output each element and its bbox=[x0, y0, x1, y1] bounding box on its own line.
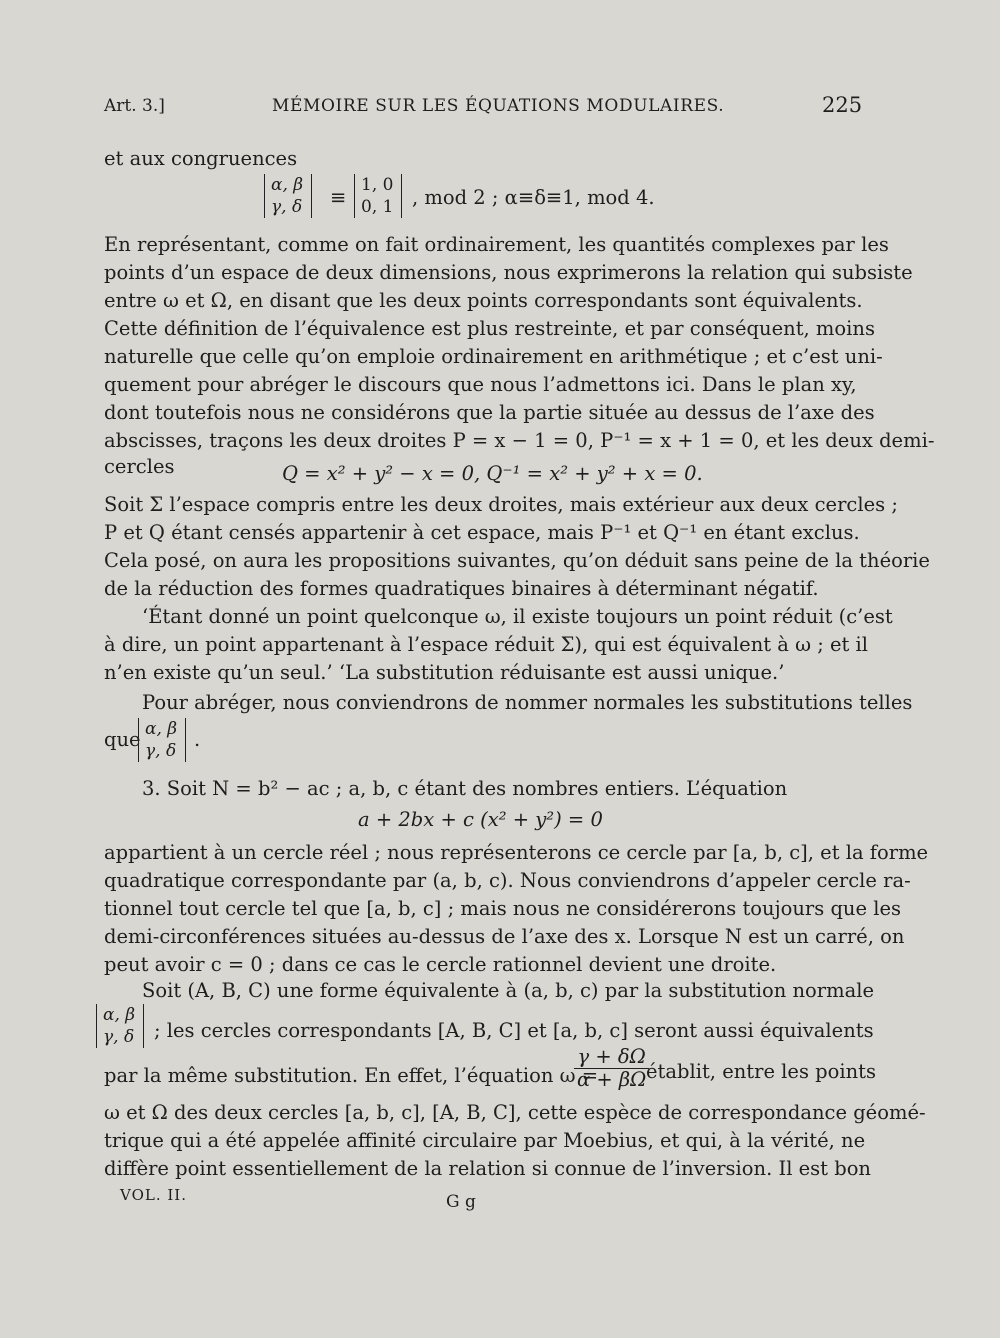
text-line-start: par la même substitution. En effet, l’équation ω = bbox=[104, 1064, 599, 1087]
text-line: Soit (A, B, C) une forme équivalente à (a, b, c) par la substitution normale bbox=[142, 979, 875, 1002]
normal-substitution-matrix: α, β γ, δ bbox=[96, 1004, 144, 1048]
circle-equations: Q = x² + y² − x = 0, Q⁻¹ = x² + y² + x = 0. bbox=[282, 462, 703, 485]
text-line-end: établit, entre les points bbox=[646, 1060, 877, 1083]
text-line: diffère point essentiellement de la relation si connue de l’inversion. Il est bon bbox=[104, 1157, 871, 1180]
header-title: MÉMOIRE SUR LES ÉQUATIONS MODULAIRES. bbox=[272, 96, 725, 116]
text-line: Soit Σ l’espace compris entre les deux droites, mais extérieur aux deux cercles ; bbox=[104, 493, 898, 516]
text-line: Pour abréger, nous conviendrons de nommer normales les substitutions telles bbox=[142, 691, 913, 714]
fraction-numerator: γ + δΩ bbox=[574, 1046, 649, 1069]
section-3-heading-line: 3. Soit N = b² − ac ; a, b, c étant des nombres entiers. L’équation bbox=[142, 777, 788, 800]
signature-mark: G g bbox=[446, 1192, 476, 1212]
text-line: ; les cercles correspondants [A, B, C] et [a, b, c] seront aussi équivalents bbox=[154, 1019, 874, 1042]
mobius-fraction bbox=[574, 1046, 649, 1091]
circle-equation: a + 2bx + c (x² + y²) = 0 bbox=[358, 808, 603, 831]
text-line: ‘Étant donné un point quelconque ω, il existe toujours un point réduit (c’est bbox=[142, 605, 893, 628]
text-line: n’en existe qu’un seul.’ ‘La substitution réduisante est aussi unique.’ bbox=[104, 661, 785, 684]
congruences-intro: et aux congruences bbox=[104, 147, 298, 170]
text-line: abscisses, traçons les deux droites P = x − 1 = 0, P⁻¹ = x + 1 = 0, et les deux demi- bbox=[104, 429, 935, 452]
text-line: trique qui a été appelée affinité circulaire par Moebius, et qui, à la vérité, ne bbox=[104, 1129, 866, 1152]
text-line: tionnel tout cercle tel que [a, b, c] ; mais nous ne considérerons toujours que les bbox=[104, 897, 902, 920]
text-line: quement pour abréger le discours que nous l’admettons ici. Dans le plan xy, bbox=[104, 373, 857, 396]
text-line: dont toutefois nous ne considérons que la partie située au dessus de l’axe des bbox=[104, 401, 875, 424]
header-article: Art. 3.] bbox=[104, 96, 165, 116]
fraction-denominator: α + βΩ bbox=[577, 1068, 647, 1091]
text-line: quadratique correspondante par (a, b, c). Nous conviendrons d’appeler cercle ra- bbox=[104, 869, 911, 892]
text-line: à dire, un point appartenant à l’espace réduit Σ), qui est équivalent à ω ; et il bbox=[104, 633, 869, 656]
volume-mark: VOL. II. bbox=[120, 1186, 187, 1204]
page-number: 225 bbox=[822, 93, 863, 117]
period: . bbox=[194, 728, 201, 751]
text-line: Cela posé, on aura les propositions suivantes, qu’on déduit sans peine de la théorie bbox=[104, 549, 930, 572]
text-line: naturelle que celle qu’on emploie ordinairement en arithmétique ; et c’est uni- bbox=[104, 345, 883, 368]
text-line: points d’un espace de deux dimensions, nous exprimerons la relation qui subsiste bbox=[104, 261, 913, 284]
text-line: peut avoir c = 0 ; dans ce cas le cercle rationnel devient une droite. bbox=[104, 953, 777, 976]
identity-matrix: 1, 0 0, 1 bbox=[354, 174, 402, 218]
text-line: entre ω et Ω, en disant que les deux points correspondants sont équivalents. bbox=[104, 289, 863, 312]
equiv-sign: ≡ bbox=[330, 186, 347, 209]
text-word-cercles: cercles bbox=[104, 455, 175, 478]
normal-substitution-matrix: α, β γ, δ bbox=[138, 718, 186, 762]
text-word-que: que bbox=[104, 728, 141, 751]
text-line: P et Q étant censés appartenir à cet espace, mais P⁻¹ et Q⁻¹ en étant exclus. bbox=[104, 521, 860, 544]
text-line: ω et Ω des deux cercles [a, b, c], [A, B, C], cette espèce de correspondance géomé- bbox=[104, 1101, 926, 1124]
text-line: appartient à un cercle réel ; nous représenterons ce cercle par [a, b, c], et la forme bbox=[104, 841, 929, 864]
congruence-modulus: , mod 2 ; α≡δ≡1, mod 4. bbox=[412, 186, 655, 209]
text-line: de la réduction des formes quadratiques binaires à déterminant négatif. bbox=[104, 577, 819, 600]
matrix-alpha-beta-gamma-delta: α, β γ, δ bbox=[264, 174, 312, 218]
text-line: demi-circonférences situées au-dessus de l’axe des x. Lorsque N est un carré, on bbox=[104, 925, 905, 948]
text-line: En représentant, comme on fait ordinairement, les quantités complexes par les bbox=[104, 233, 889, 256]
text-line: Cette définition de l’équivalence est plus restreinte, et par conséquent, moins bbox=[104, 317, 875, 340]
